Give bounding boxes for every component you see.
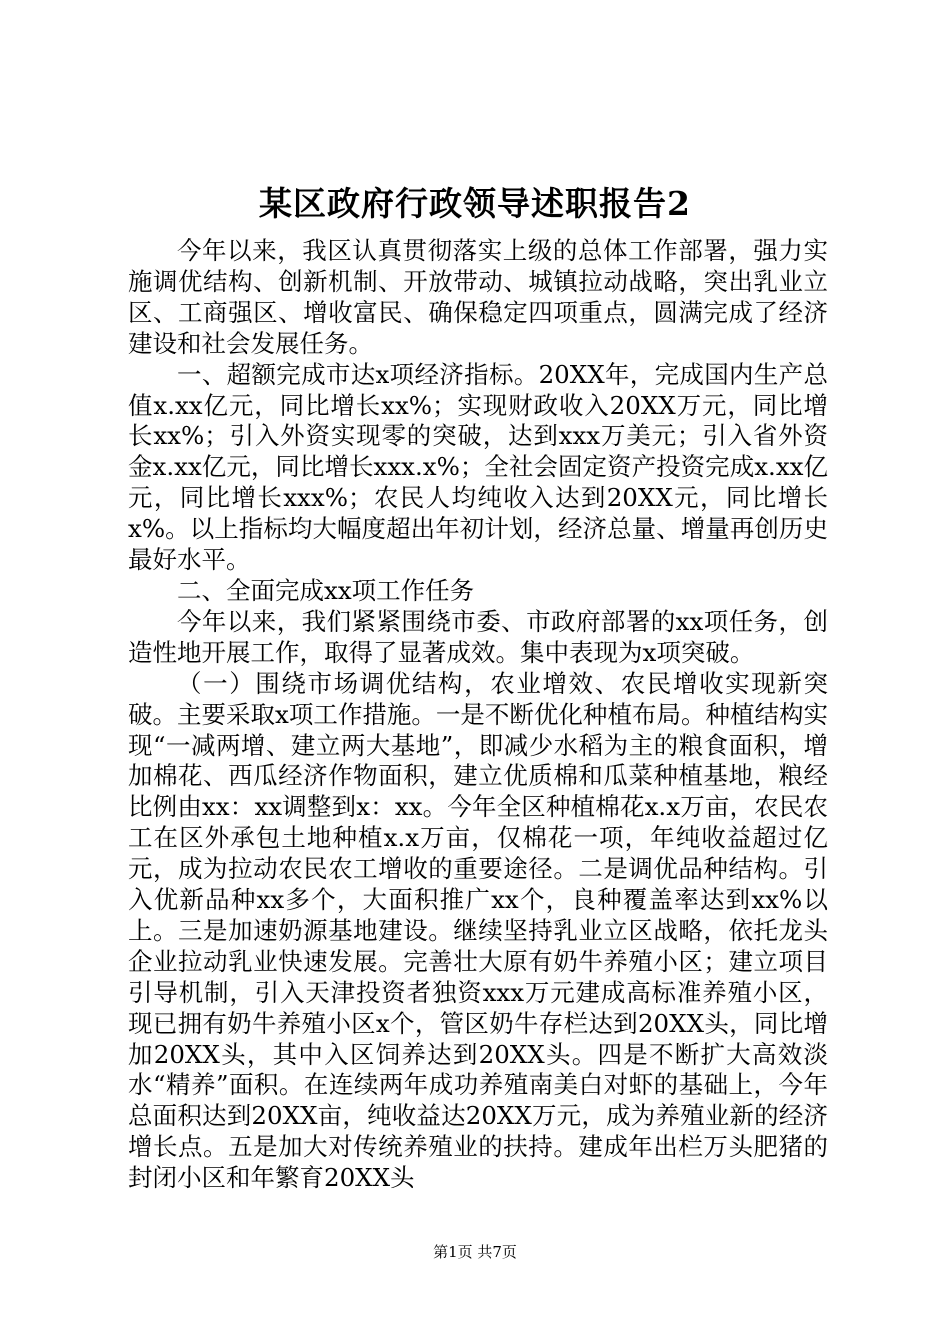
document-body xyxy=(128,236,828,1194)
document-title: 某区政府行政领导述职报告2 xyxy=(259,184,691,223)
paragraph-section-2-intro: 今年以来，我们紧紧围绕市委、市政府部署的xx项任务，创造性地开展工作，取得了显著成效。集中表现为x项突破。 xyxy=(128,606,828,667)
paragraph-section-1: 一、超额完成市达x项经济指标。20XX年，完成国内生产总值x.xx亿元，同比增长xx%；实现财政收入20XX万元，同比增长xx%；引入外资实现零的突破，达到xxx万美元；引入省外资金x.xx亿元，同比增长xxx.x%；全社会固定资产投资完成x.xx亿元，同比增长xxx%；农民人均纯收入达到20XX元，同比增长x%。以上指标均大幅度超出年初计划，经济总量、增量再创历史最好水平。 xyxy=(128,359,828,575)
page-number-footer: 第1页 共7页 xyxy=(433,1243,517,1261)
section-heading-2: 二、全面完成xx项工作任务 xyxy=(177,575,475,605)
paragraph-subsection-1: （一）围绕市场调优结构，农业增效、农民增收实现新突破。主要采取x项工作措施。一是不断优化种植布局。种植结构实现“一减两增、建立两大基地”，即减少水稻为主的粮食面积，增加棉花、西瓜经济作物面积，建立优质棉和瓜菜种植基地，粮经比例由xx：xx调整到x：xx。今年全区种植棉花x.x万亩，农民农工在区外承包土地种植x.x万亩，仅棉花一项，年纯收益超过亿元，成为拉动农民农工增收的重要途径。二是调优品种结构。引入优新品种xx多个，大面积推广xx个，良种覆盖率达到xx%以上。三是加速奶源基地建设。继续坚持乳业立区战略，依托龙头企业拉动乳业快速发展。完善壮大原有奶牛养殖小区；建立项目引导机制，引入天津投资者独资xxx万元建成高标准养殖小区，现已拥有奶牛养殖小区x个，管区奶牛存栏达到20XX头，同比增加20XX头，其中入区饲养达到20XX头。四是不断扩大高效淡水“精养”面积。在连续两年成功养殖南美白对虾的基础上，今年总面积达到20XX亩，纯收益达20XX万元，成为养殖业新的经济增长点。五是加大对传统养殖业的扶持。建成年出栏万头肥猪的封闭小区和年繁育20XX头 xyxy=(128,668,828,1193)
paragraph-intro: 今年以来，我区认真贯彻落实上级的总体工作部署，强力实施调优结构、创新机制、开放带动、城镇拉动战略，突出乳业立区、工商强区、增收富民、确保稳定四项重点，圆满完成了经济建设和社会发展任务。 xyxy=(128,236,828,358)
